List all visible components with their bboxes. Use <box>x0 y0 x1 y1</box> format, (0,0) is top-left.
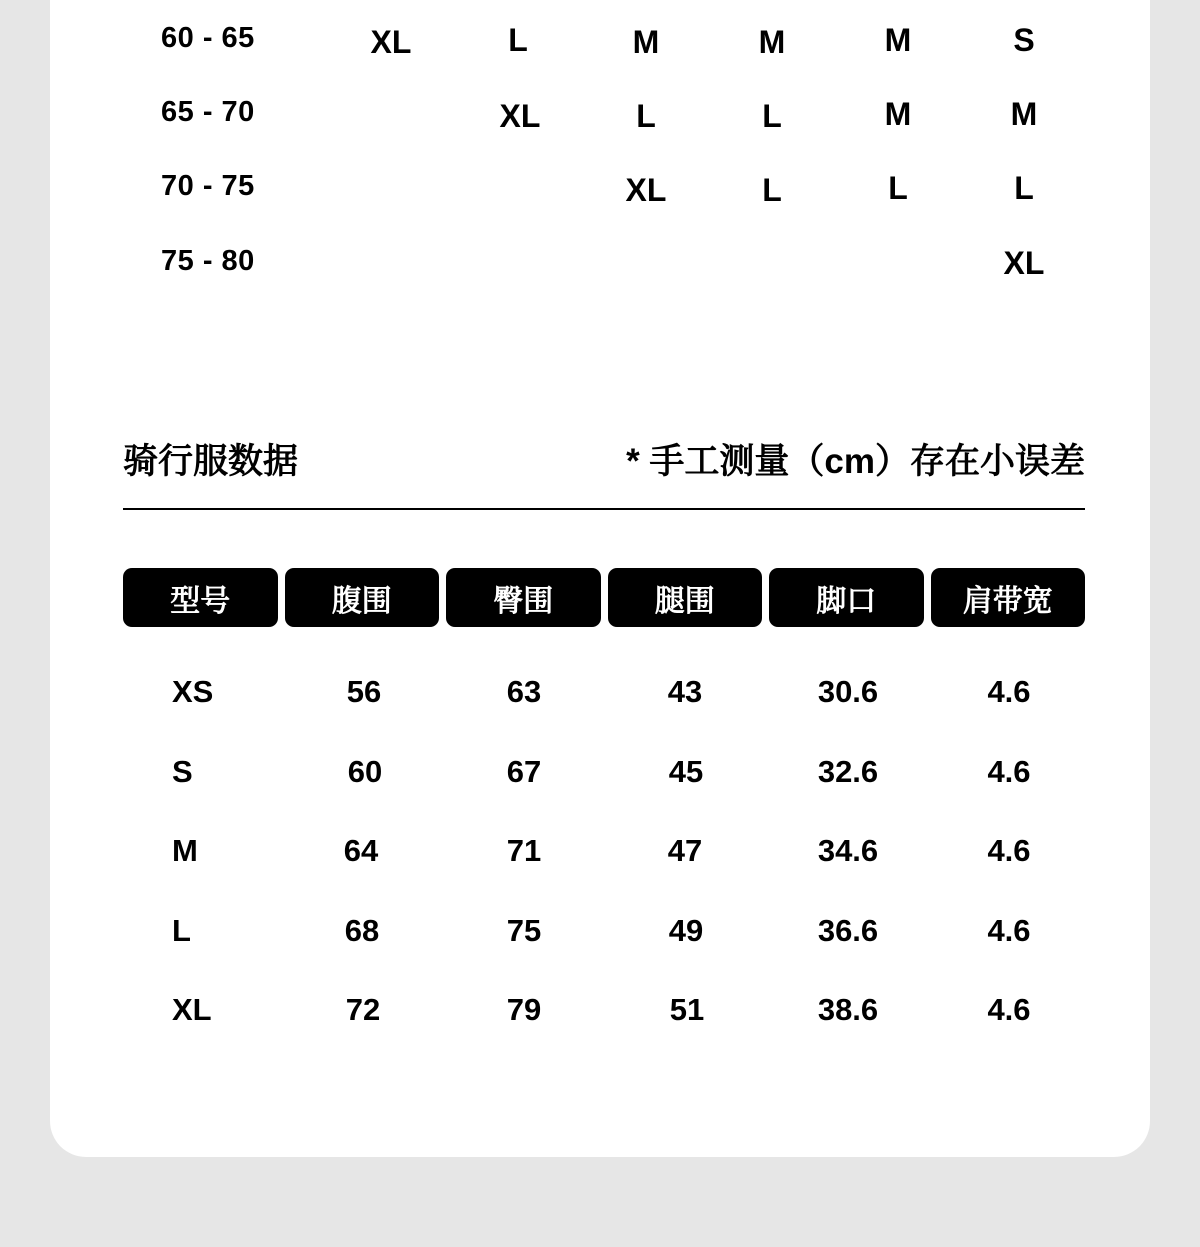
size-cell: L <box>508 22 528 58</box>
size-cell: XL <box>1003 245 1045 281</box>
size-cell: L <box>1014 170 1034 206</box>
size-cell: M <box>884 22 912 58</box>
table-cell: 4.6 <box>987 674 1031 709</box>
table-cell: 60 <box>347 754 383 789</box>
table-cell: 56 <box>346 674 382 709</box>
size-cell: M <box>1010 96 1038 132</box>
size-cell: L <box>762 98 782 134</box>
size-cell: L <box>888 170 908 206</box>
table-cell: 71 <box>506 833 542 868</box>
table-cell-size: L <box>172 913 191 948</box>
size-cell: M <box>884 96 912 132</box>
header-model: 型号 <box>123 568 278 627</box>
table-cell: 64 <box>343 833 379 868</box>
table-cell-size: XL <box>172 992 212 1027</box>
header-hip: 臀围 <box>446 568 601 627</box>
divider <box>123 508 1085 510</box>
range-label: 60 - 65 <box>161 22 255 54</box>
table-cell: 45 <box>668 754 704 789</box>
table-cell: 49 <box>668 913 704 948</box>
table-cell: 34.6 <box>817 833 879 868</box>
header-waist: 腹围 <box>285 568 440 627</box>
table-cell: 38.6 <box>817 992 879 1027</box>
section-title: 骑行服数据 <box>123 442 299 481</box>
table-cell: 4.6 <box>987 913 1031 948</box>
table-cell: 4.6 <box>987 754 1031 789</box>
size-cell: XL <box>625 172 667 208</box>
measurement-note: * 手工测量（cm）存在小误差 <box>626 442 1085 481</box>
table-header <box>123 568 1085 627</box>
range-label: 65 - 70 <box>161 96 255 128</box>
table-cell: 72 <box>345 992 381 1027</box>
size-cell: S <box>1013 22 1035 58</box>
size-cell: XL <box>499 98 541 134</box>
table-cell: 67 <box>506 754 542 789</box>
size-recommendation-table <box>0 0 1200 300</box>
table-cell: 68 <box>344 913 380 948</box>
table-cell: 79 <box>506 992 542 1027</box>
size-cell: M <box>758 24 786 60</box>
table-cell-size: M <box>172 833 198 868</box>
table-cell-size: S <box>172 754 193 789</box>
range-label: 70 - 75 <box>161 170 255 202</box>
table-cell: 47 <box>667 833 703 868</box>
table-cell: 32.6 <box>817 754 879 789</box>
table-cell: 63 <box>506 674 542 709</box>
table-cell-size: XS <box>172 674 214 709</box>
header-strap-width: 肩带宽 <box>931 568 1086 627</box>
size-cell: XL <box>370 24 412 60</box>
header-thigh: 腿围 <box>608 568 763 627</box>
table-cell: 36.6 <box>817 913 879 948</box>
table-cell: 4.6 <box>987 833 1031 868</box>
range-label: 75 - 80 <box>161 245 255 277</box>
table-cell: 43 <box>667 674 703 709</box>
table-cell: 75 <box>506 913 542 948</box>
header-leg-opening: 脚口 <box>769 568 924 627</box>
table-cell: 30.6 <box>817 674 879 709</box>
size-cell: L <box>636 98 656 134</box>
size-cell: L <box>762 172 782 208</box>
table-cell: 51 <box>669 992 705 1027</box>
table-cell: 4.6 <box>987 992 1031 1027</box>
size-cell: M <box>632 24 660 60</box>
